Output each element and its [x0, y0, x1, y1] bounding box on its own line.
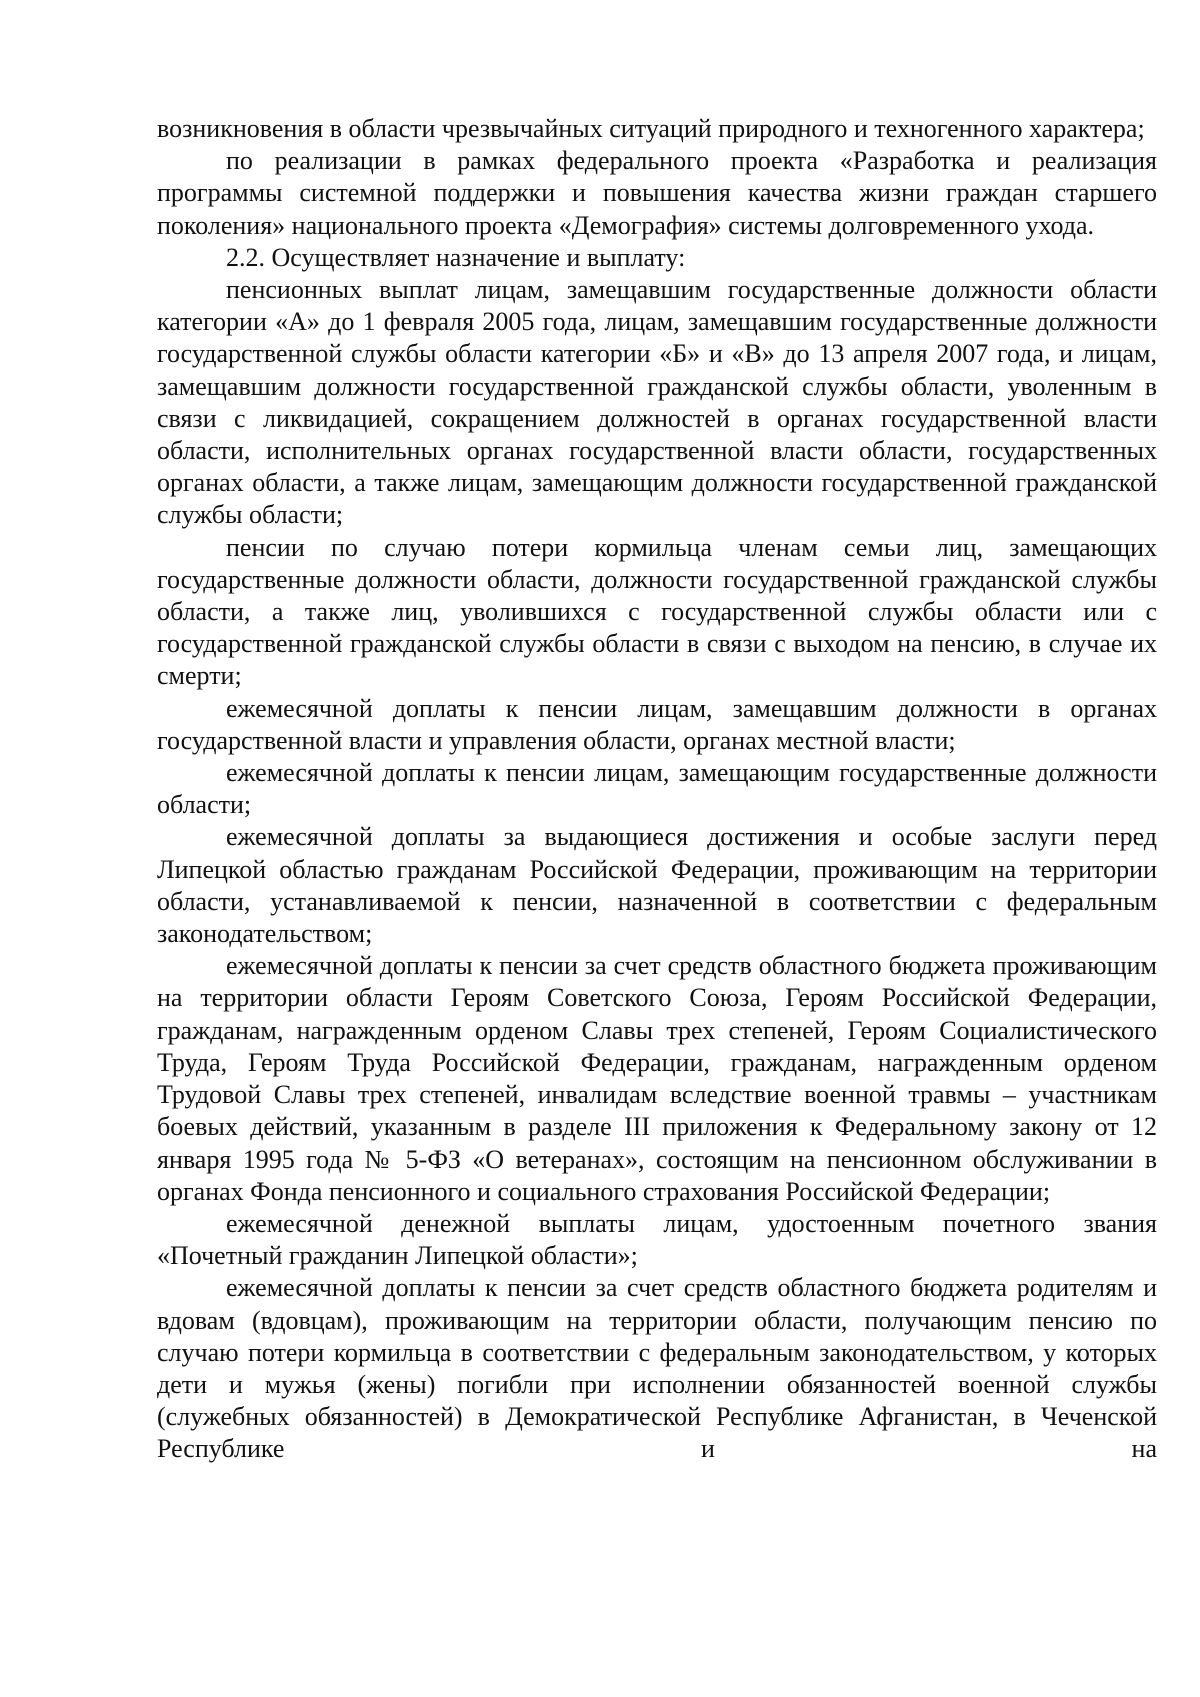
- paragraph-6: ежемесячной доплаты к пенсии лицам, замещавшим должности в органах государственной власти и управления области, органах местной власти;: [157, 693, 1157, 755]
- paragraph-8: ежемесячной доплаты за выдающиеся достижения и особые заслуги перед Липецкой областью гражданам Российской Федерации, проживающим на территории области, устанавливаемой к пенсии, назначенной в соответствии с федеральным законодательством;: [157, 822, 1157, 949]
- paragraph-4: пенсионных выплат лицам, замещавшим государственные должности области категории «А» до 1 февраля 2005 года, лицам, замещавшим государственные должности государственной службы области категории «Б» и «В» до 13 апреля 2007 года, и лицам, замещавшим должности государственной гражданской службы области, уволенным в связи с ликвидацией, сокращением должностей в органах государственной власти области, исполнительных органах государственной власти области, государственных органах области, а также лицам, замещающим должности государственной гражданской службы области;: [157, 275, 1157, 530]
- paragraph-9: ежемесячной доплаты к пенсии за счет средств областного бюджета проживающим на территории области Героям Советского Союза, Героям Российской Федерации, гражданам, награжденным орденом Славы трех степеней, Героям Социалистического Труда, Героям Труда Российской Федерации, гражданам, награжденным орденом Трудовой Славы трех степеней, инвалидам вследствие военной травмы – участникам боевых действий, указанным в разделе III приложения к Федеральному закону от 12 января 1995 года № 5-ФЗ «О ветеранах», состоящим на пенсионном обслуживании в органах Фонда пенсионного и социального страхования Российской Федерации;: [157, 951, 1157, 1206]
- paragraph-5: пенсии по случаю потери кормильца членам семьи лиц, замещающих государственные должности области, должности государственной гражданской службы области, а также лиц, уволившихся с государственной службы области или с государственной гражданской службы области в связи с выходом на пенсию, в случае их смерти;: [157, 532, 1157, 691]
- paragraph-11: ежемесячной доплаты к пенсии за счет средств областного бюджета родителям и вдовам (вдовцам), проживающим на территории области, получающим пенсию по случаю потери кормильца в соответствии с федеральным законодательством, у которых дети и мужья (жены) погибли при исполнении обязанностей военной службы (служебных обязанностей) в Демократической Республике Афганистан, в Чеченской Республике и на: [157, 1273, 1157, 1464]
- paragraph-10: ежемесячной денежной выплаты лицам, удостоенным почетного звания «Почетный гражданин Липецкой области»;: [157, 1208, 1157, 1271]
- paragraph-2: по реализации в рамках федерального проекта «Разработка и реализация программы системной поддержки и повышения качества жизни граждан старшего поколения» национального проекта «Демография» системы долговременного ухода.: [157, 146, 1157, 240]
- paragraph-1: возникновения в области чрезвычайных ситуаций природного и техногенного характера;: [157, 114, 1145, 143]
- paragraph-7: ежемесячной доплаты к пенсии лицам, замещающим государственные должности области;: [157, 758, 1157, 820]
- document-body: [157, 113, 1157, 1466]
- paragraph-3: 2.2. Осуществляет назначение и выплату:: [226, 242, 686, 272]
